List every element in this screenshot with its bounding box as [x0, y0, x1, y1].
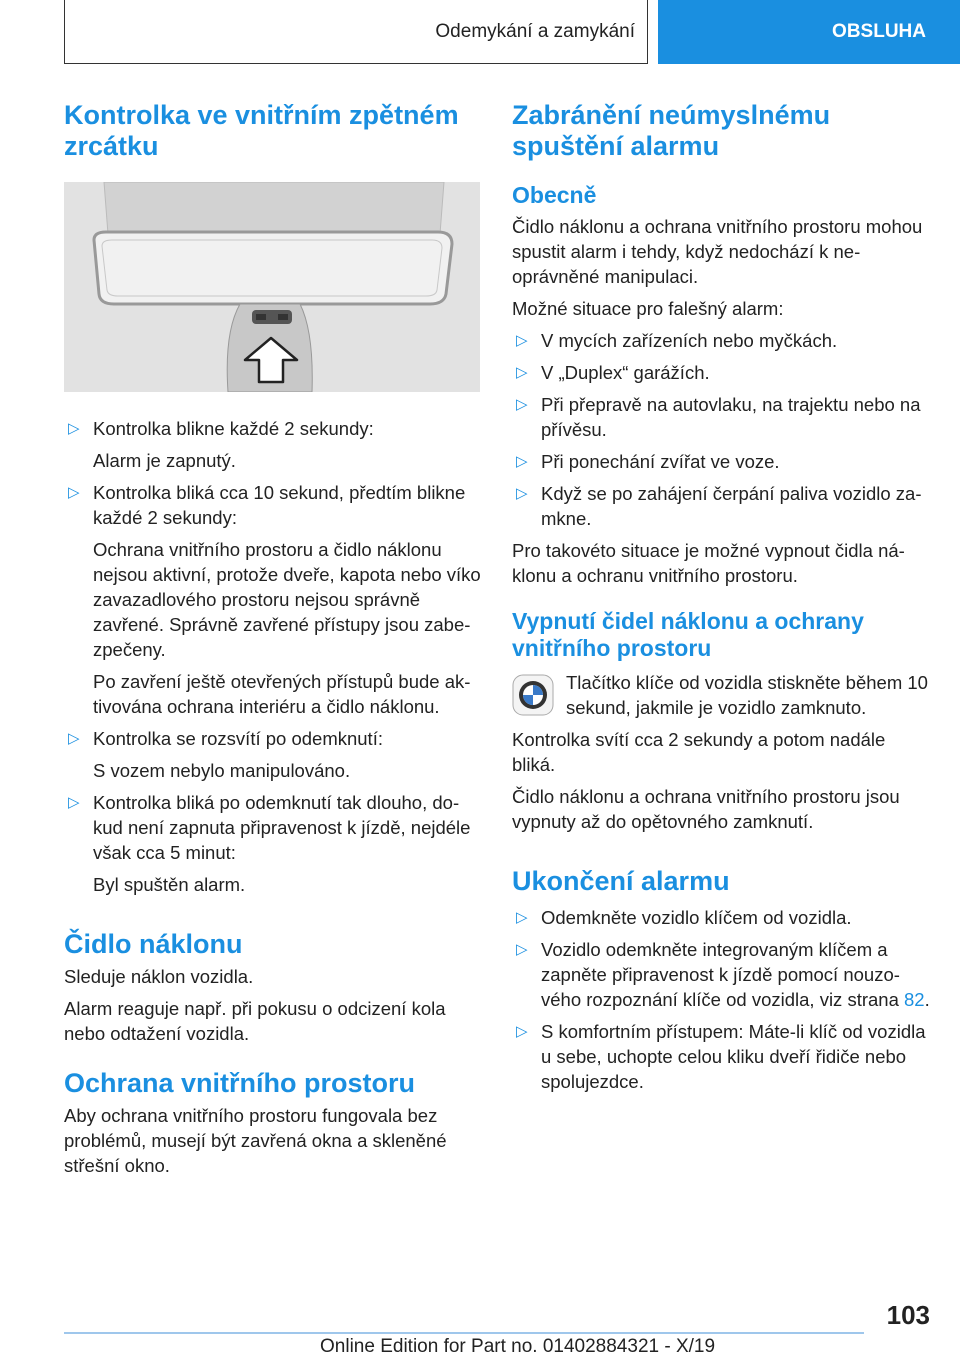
list-item-text: Při ponechání zvířat ve voze.: [541, 451, 780, 472]
triangle-bullet-icon: ▷: [68, 794, 80, 811]
key-instruction: [512, 670, 932, 720]
triangle-bullet-icon: ▷: [516, 364, 528, 381]
list-item-detail: Alarm je zapnutý.: [93, 450, 236, 471]
list-item-text: Odemkněte vozidlo klíčem od vozidla.: [541, 907, 852, 928]
list-item-text: Při přepravě na autovlaku, na trajektu nebo na přívěsu.: [541, 394, 921, 440]
triangle-bullet-icon: ▷: [516, 453, 528, 470]
left-column: [64, 100, 482, 1178]
general-heading: Obecně: [512, 182, 597, 208]
prevent-alarm-heading: Zabránění neúmyslnému spuštění alarmu: [512, 100, 831, 161]
page-link[interactable]: 82: [904, 989, 925, 1010]
list-item: [512, 905, 932, 930]
list-item-text: Kontrolka se rozsvítí po odemknutí:: [93, 728, 383, 749]
page-number: 103: [886, 1300, 930, 1330]
list-item-text: Kontrolka bliká cca 10 sekund, předtím blikne každé 2 sekundy:: [93, 482, 466, 528]
rearview-mirror-illustration: [64, 182, 480, 392]
list-item: [64, 480, 482, 719]
general-text: Čidlo náklonu a ochrana vnitřního prostoru mohou spustit alarm i tehdy, když nedochází k neoprávněné manipulaci.: [512, 216, 923, 287]
list-item-text: Vozidlo odemkněte integrovaným klíčem a zapněte připravenost k jízdě pomocí nouzového rozpoznání klíče od vozidla, viz strana: [541, 939, 904, 1010]
triangle-bullet-icon: ▷: [68, 484, 80, 501]
list-item: [512, 328, 932, 353]
list-item-text: Kontrolka blikne každé 2 sekundy:: [93, 418, 374, 439]
header-section: [64, 0, 648, 64]
right-column: [512, 100, 932, 1094]
triangle-bullet-icon: ▷: [516, 485, 528, 502]
list-item-text: Kontrolka bliká po odemknutí tak dlouho, dokud není zapnuta připravenost k jízdě, nejdéle však cca 5 minut:: [93, 792, 471, 863]
interior-protection-text: Aby ochrana vnitřního prostoru fungovala bez problémů, musejí být zavřená okna a skleněné střešní okno.: [64, 1105, 447, 1176]
triangle-bullet-icon: ▷: [68, 730, 80, 747]
mirror-figure: [64, 182, 480, 392]
list-item-detail: Ochrana vnitřního prostoru a čidlo náklonu nejsou aktivní, protože dveře, kapota nebo víko zavazadlového prostoru nejsou správně zavřené. Správně zavřené přístupy jsou zabezpečeny.: [93, 539, 481, 660]
list-item-text: Když se po zahájení čerpání paliva vozidlo zamkne.: [541, 483, 922, 529]
list-item-text: V mycích zařízeních nebo myčkách.: [541, 330, 838, 351]
list-item-detail: Byl spuštěn alarm.: [93, 874, 246, 895]
list-item-text: .: [924, 989, 930, 1010]
header-chapter: [658, 0, 960, 64]
list-item: [64, 790, 482, 897]
list-item-detail: S vozem nebylo manipulováno.: [93, 760, 351, 781]
list-item-text: V „Duplex“ garážích.: [541, 362, 710, 383]
tilt-sensor-text: Sleduje náklon vozidla.: [64, 966, 254, 987]
header-section-title: Odemykání a zamykání: [435, 20, 635, 42]
interior-protection-heading: Ochrana vnitřního prostoru: [64, 1068, 416, 1098]
end-alarm-heading: Ukončení alarmu: [512, 866, 730, 896]
end-alarm-list: [512, 905, 932, 1094]
triangle-bullet-icon: ▷: [516, 1023, 528, 1040]
indicator-list: [64, 416, 482, 897]
tilt-sensor-text: Alarm reaguje např. při pokusu o odcizení kola nebo odtažení vozidla.: [64, 998, 446, 1044]
general-text: Pro takovéto situace je možné vypnout čidla náklonu a ochranu vnitřního prostoru.: [512, 540, 905, 586]
list-item: [64, 726, 482, 783]
mirror-indicator-heading: Kontrolka ve vnitřním zpětném zrcátku: [64, 100, 459, 161]
false-alarm-list: [512, 328, 932, 531]
triangle-bullet-icon: ▷: [516, 396, 528, 413]
list-item: [512, 481, 932, 531]
triangle-bullet-icon: ▷: [68, 420, 80, 437]
key-lock-button-icon: [512, 674, 554, 716]
list-item: [512, 1019, 932, 1094]
list-item-detail: Po zavření ještě otevřených přístupů bude aktivována ochrana interiéru a čidlo náklonu.: [93, 671, 471, 717]
list-item-text: S komfortním přístupem: Máte-li klíč od vozidla u sebe, uchopte celou kliku dveří řidiče nebo spolujezdce.: [541, 1021, 926, 1092]
header-chapter-title: OBSLUHA: [832, 21, 926, 42]
general-text: Možné situace pro falešný alarm:: [512, 298, 784, 319]
disable-text: Kontrolka svítí cca 2 sekundy a potom nadále bliká.: [512, 729, 886, 775]
disable-text: Čidlo náklonu a ochrana vnitřního prostoru jsou vypnuty až do opětovného zamknutí.: [512, 786, 900, 832]
triangle-bullet-icon: ▷: [516, 909, 528, 926]
list-item: [512, 360, 932, 385]
list-item: [512, 449, 932, 474]
list-item: [512, 392, 932, 442]
list-item: [512, 937, 932, 1012]
disable-sensors-heading: Vypnutí čidel náklonu a ochrany vnitřního prostoru: [512, 608, 864, 661]
key-instruction-text: Tlačítko klíče od vozidla stiskněte během 10 sekund, jakmile je vozidlo zamknuto.: [566, 672, 928, 718]
footer-divider: [64, 1332, 864, 1334]
triangle-bullet-icon: ▷: [516, 332, 528, 349]
triangle-bullet-icon: ▷: [516, 941, 528, 958]
footer-edition: Online Edition for Part no. 01402884321 - X/19: [320, 1336, 716, 1357]
list-item: [64, 416, 482, 473]
tilt-sensor-heading: Čidlo náklonu: [64, 929, 243, 959]
